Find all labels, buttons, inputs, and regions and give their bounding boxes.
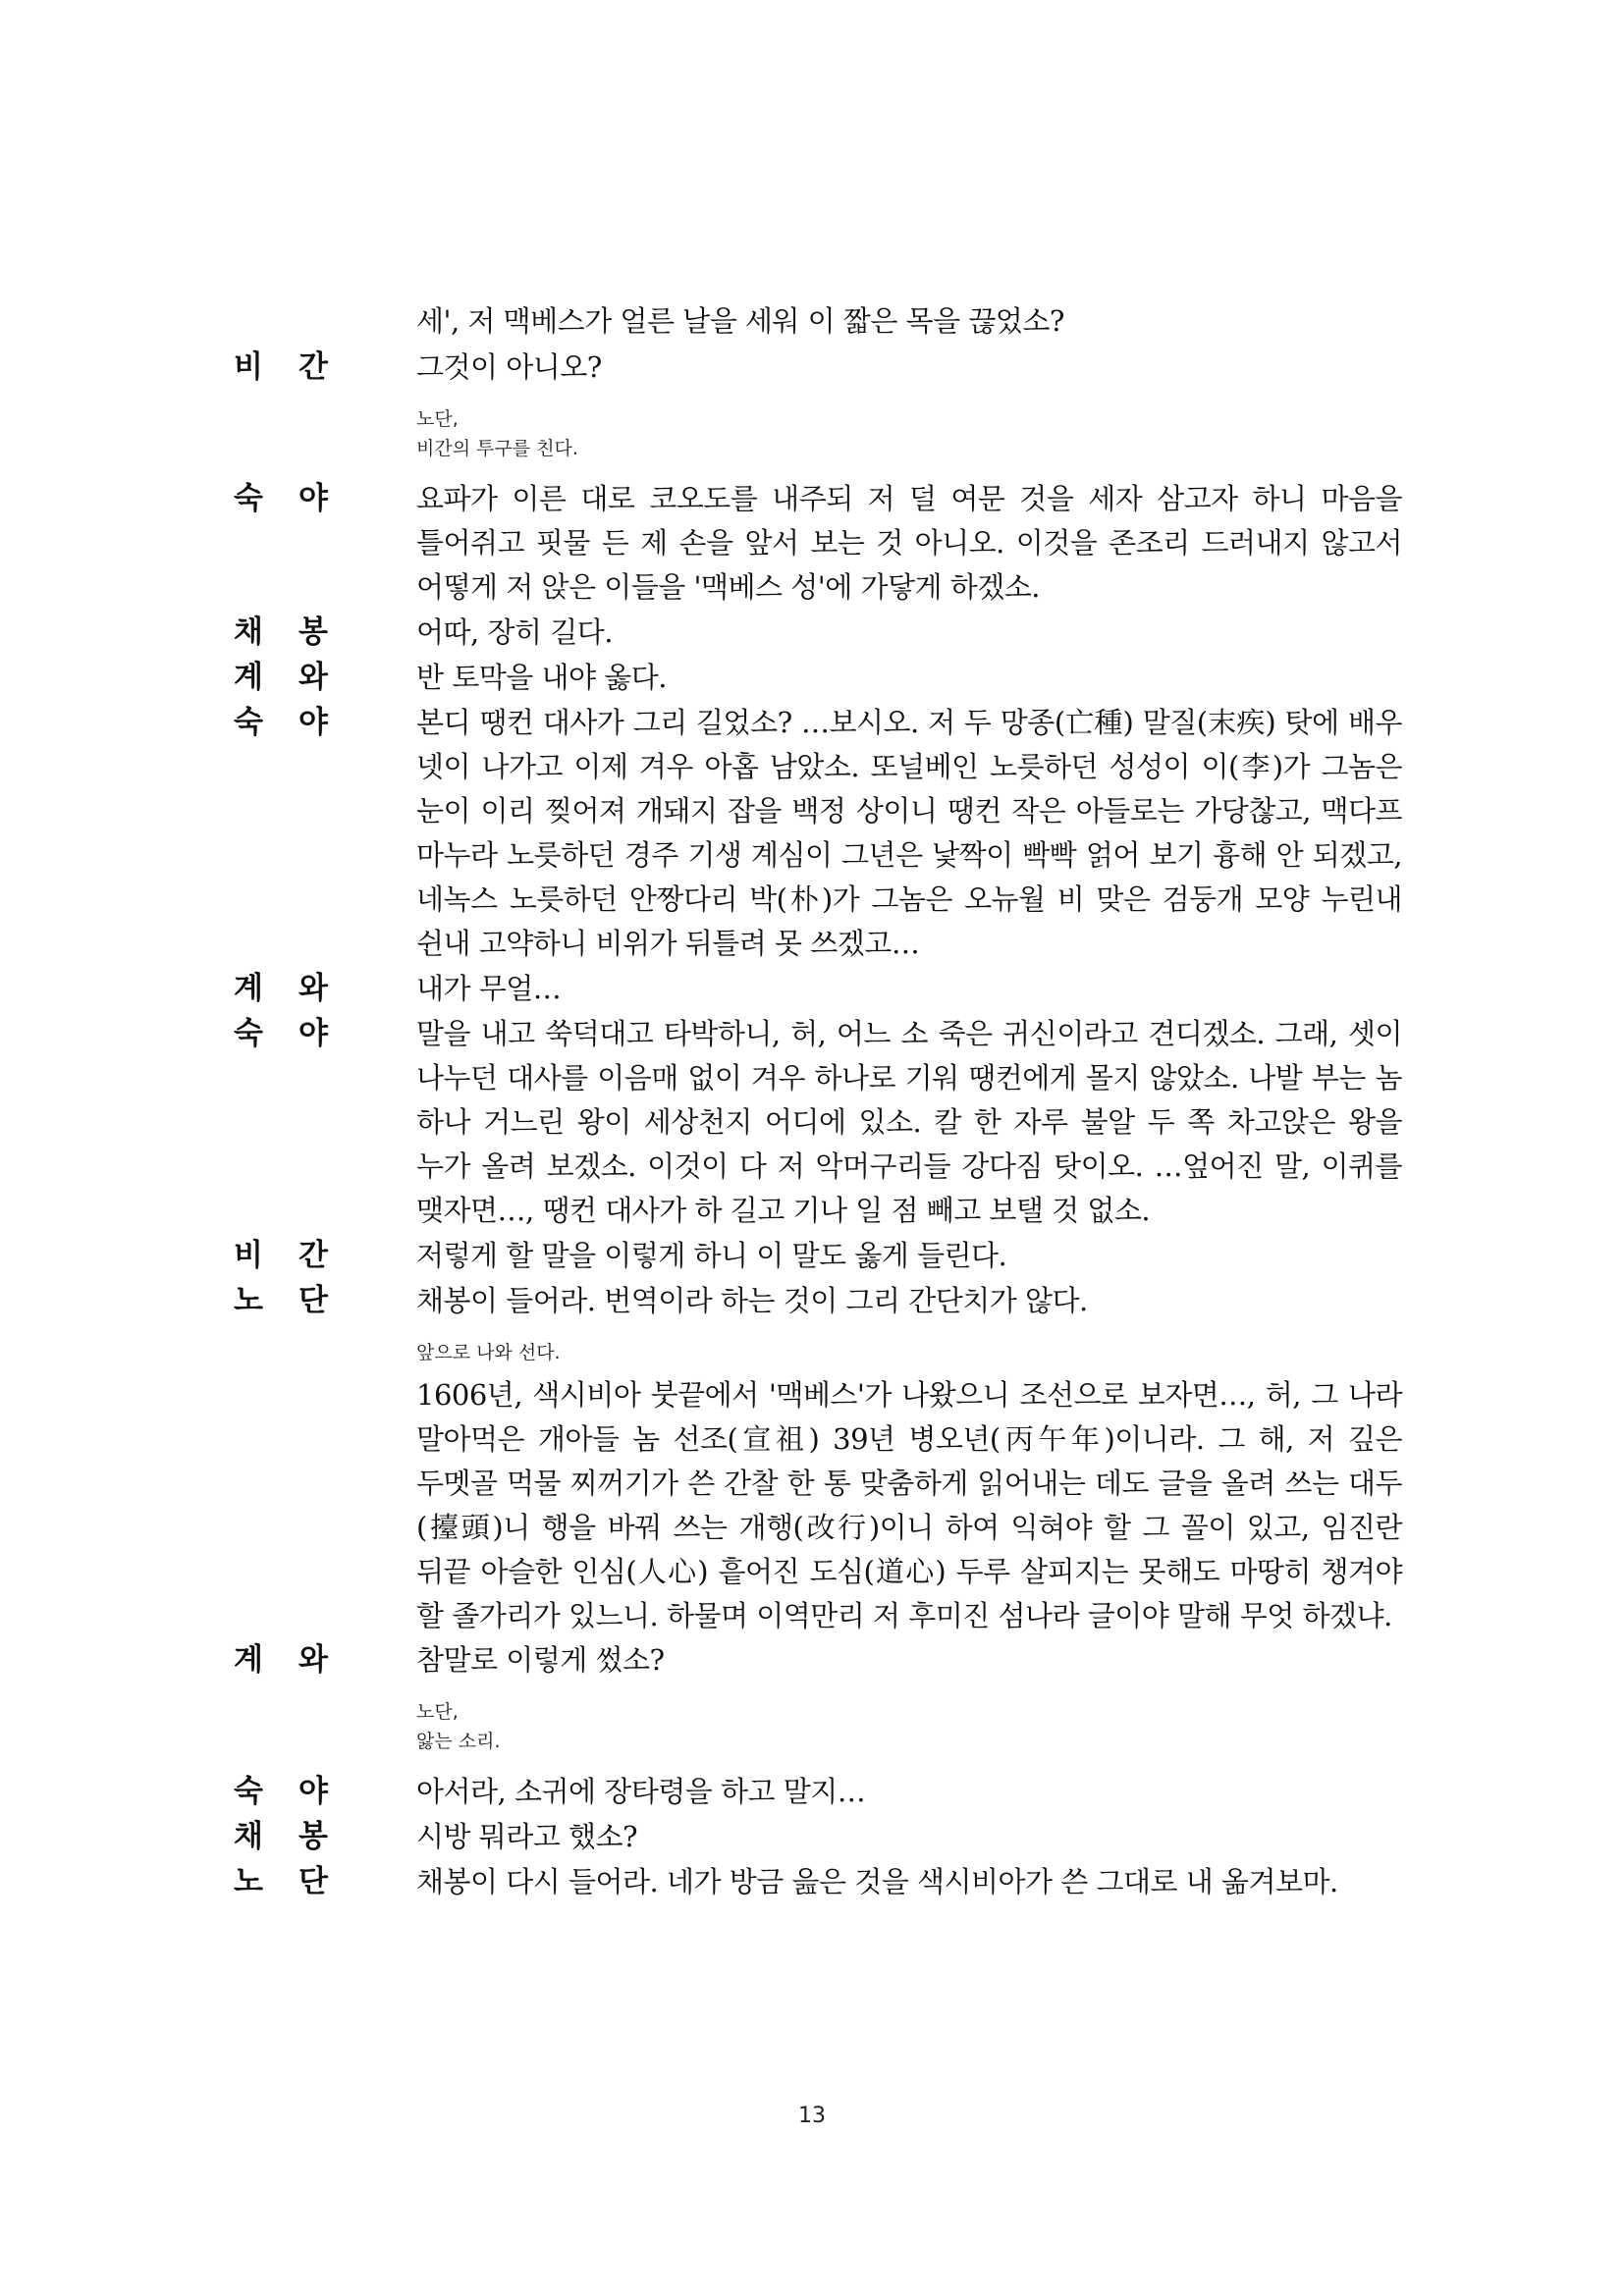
dialogue-block	[234, 656, 1402, 700]
script-body	[234, 299, 1402, 1905]
dialogue-block	[234, 1638, 1402, 1682]
dialogue-block	[234, 1770, 1402, 1814]
speaker-name: 숙 야	[234, 481, 328, 516]
speaker-name: 숙 야	[234, 1774, 328, 1809]
speaker-name: 비 간	[234, 1238, 328, 1273]
dialogue-text: 저렇게 할 말을 이렇게 하니 이 말도 옳게 들린다.	[416, 1239, 1007, 1272]
dialogue-text: 그것이 아니오?	[416, 350, 602, 384]
stage-direction: 노단, 비간의 투구를 친다.	[416, 408, 578, 459]
dialogue-text: 요파가 이른 대로 코오도를 내주되 저 덜 여문 것을 세자 삼고자 하니 마음을 틀어쥐고 핏물 든 제 손을 앞서 보는 것 아니오. 이것을 존조리 드러내지 않고서 어떻게 저 앉은 이들을 '맥베스 성'에 가닿게 하겠소.	[416, 482, 1402, 604]
dialogue-text: 시방 뭐라고 했소?	[416, 1820, 638, 1853]
dialogue-text: 내가 무얼…	[416, 972, 562, 1005]
dialogue-block	[234, 611, 1402, 655]
dialogue-text: 반 토막을 내야 옳다.	[416, 661, 667, 694]
page-number: 13	[798, 2104, 826, 2128]
speaker-name: 채 봉	[234, 614, 328, 650]
dialogue-text: 말을 내고 쑥덕대고 타박하니, 허, 어느 소 죽은 귀신이라고 견디겠소. 그래, 셋이 나누던 대사를 이음매 없이 겨우 하나로 기워 땡컨에게 몰지 않았소. 나발 부는 놈 하나 거느린 왕이 세상천지 어디에 있소. 칼 한 자루 불알 두 쪽 차고앉은 왕을 누가 올려 보겠소. 이것이 다 저 악머구리들 강다짐 탓이오. …엎어진 말, 이퀴를 맺자면…, 땡컨 대사가 하 길고 기나 일 점 빼고 보탤 것 없소.	[416, 1017, 1402, 1227]
speaker-name: 채 봉	[234, 1819, 328, 1854]
opening-line: 세', 저 맥베스가 얼른 날을 세워 이 짧은 목을 끊었소?	[416, 304, 1064, 338]
dialogue-block	[234, 1860, 1402, 1904]
speaker-name: 계 와	[234, 660, 328, 695]
speaker-name: 숙 야	[234, 705, 328, 740]
stage-direction: 노단, 앓는 소리.	[416, 1701, 501, 1752]
stage-direction: 앞으로 나와 선다.	[416, 1342, 561, 1363]
dialogue-block	[234, 1234, 1402, 1278]
speaker-name: 노 단	[234, 1283, 328, 1318]
speaker-name: 계 와	[234, 1642, 328, 1678]
dialogue-block	[234, 346, 1402, 390]
dialogue-text: 본디 땡컨 대사가 그리 길었소? …보시오. 저 두 망종(亡種) 말질(末疾) 탓에 배우 넷이 나가고 이제 겨우 아홉 남았소. 또널베인 노릇하던 성성이 이(李)가 그놈은 눈이 이리 찢어져 개돼지 잡을 백정 상이니 땡컨 작은 아들로는 가당찮고, 맥다프 마누라 노릇하던 경주 기생 계심이 그년은 낯짝이 빡빡 얽어 보기 흉해 안 되겠고, 네녹스 노릇하던 안짱다리 박(朴)가 그놈은 오뉴월 비 맞은 검둥개 모양 누린내 쉰내 고약하니 비위가 뒤틀려 못 쓰겠고…	[416, 706, 1402, 960]
dialogue-text: 아서라, 소귀에 장타령을 하고 말지…	[416, 1775, 866, 1808]
monologue-text: 1606년, 색시비아 붓끝에서 '맥베스'가 나왔으니 조선으로 보자면…, 허, 그 나라 말아먹은 개아들 놈 선조(宣祖) 39년 병오년(丙午年)이니라. 그 해, 저 깊은 두멧골 먹물 찌꺼기가 쓴 간찰 한 통 맞춤하게 읽어내는 데도 글을 올려 쓰는 대두(擡頭)니 행을 바꿔 쓰는 개행(改行)이니 하여 익혀야 할 그 꼴이 있고, 임진란 뒤끝 아슬한 인심(人心) 흩어진 도심(道心) 두루 살피지는 못해도 마땅히 챙겨야 할 졸가리가 있느니. 하물며 이역만리 저 후미진 섬나라 글이야 말해 무엇 하겠냐.	[416, 1378, 1402, 1632]
dialogue-block	[234, 477, 1402, 610]
dialogue-block	[234, 1012, 1402, 1233]
dialogue-text: 참말로 이렇게 썼소?	[416, 1643, 665, 1677]
dialogue-block	[234, 967, 1402, 1011]
dialogue-text: 채봉이 다시 들어라. 네가 방금 읊은 것을 색시비아가 쓴 그대로 내 옮겨보마.	[416, 1865, 1338, 1898]
dialogue-block	[234, 701, 1402, 966]
speaker-name: 계 와	[234, 971, 328, 1006]
speaker-name: 노 단	[234, 1864, 328, 1899]
dialogue-text: 어따, 장히 길다.	[416, 615, 613, 649]
dialogue-block	[234, 1815, 1402, 1859]
dialogue-block	[234, 1279, 1402, 1323]
dialogue-text: 채봉이 들어라. 번역이라 하는 것이 그리 간단치가 않다.	[416, 1284, 1088, 1317]
speaker-name: 비 간	[234, 349, 328, 385]
speaker-name: 숙 야	[234, 1016, 328, 1051]
